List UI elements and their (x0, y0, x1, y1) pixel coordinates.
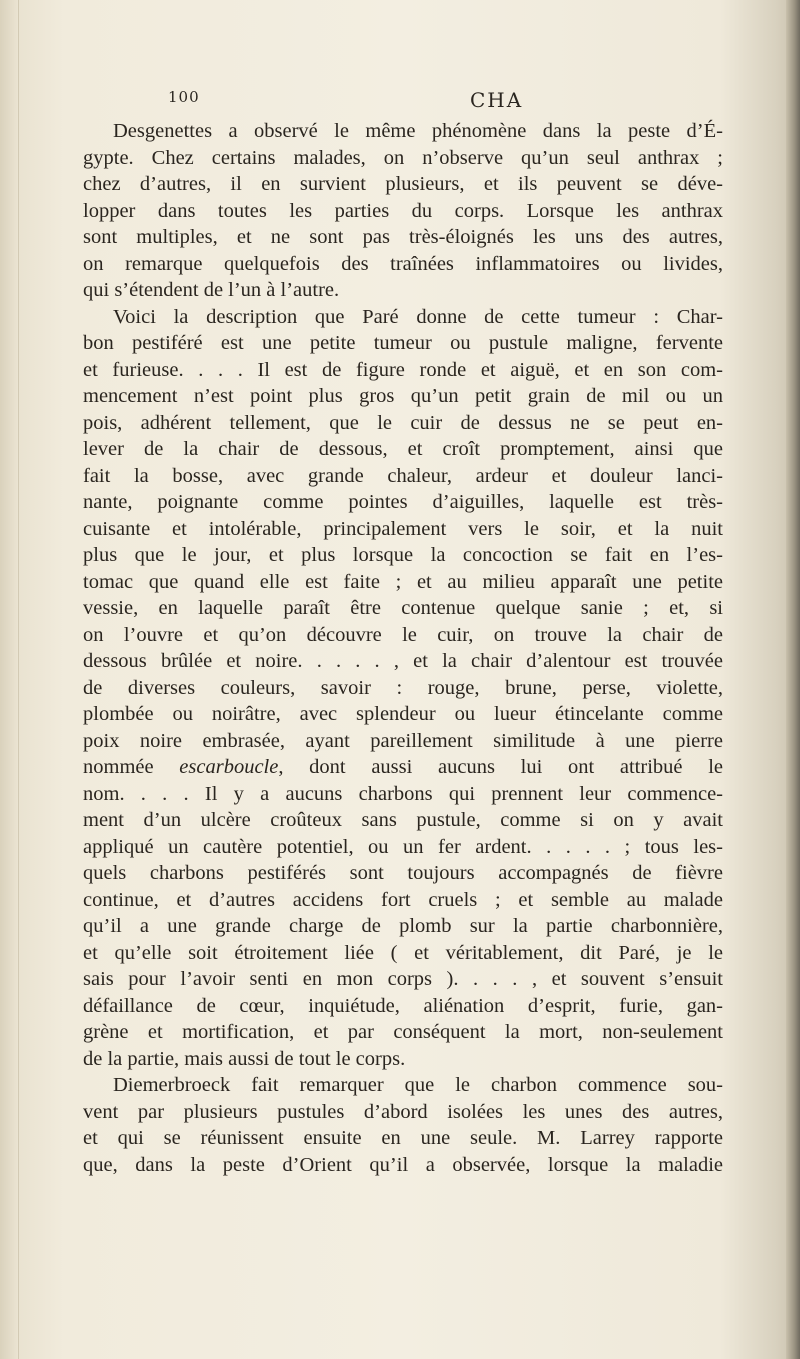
page-number: 100 (168, 88, 200, 106)
page-edge-shadow (786, 0, 800, 1359)
text-line: bon pestiféré est une petite tumeur ou pustule maligne, fervente (83, 332, 723, 354)
text-line: tomac que quand elle est faite ; et au milieu apparaît une petite (83, 570, 723, 593)
text-line: on l’ouvre et qu’on découvre le cuir, on trouve la chair de (83, 623, 723, 646)
text-line: Desgenettes a observé le même phénomène dans la peste d’É- (113, 120, 723, 142)
text-line: nante, poignante comme pointes d’aiguilles, laquelle est très- (83, 491, 723, 513)
page-gutter (0, 0, 19, 1359)
text-line: de diverses couleurs, savoir : rouge, brune, perse, violette, (83, 676, 723, 699)
text-line: et qui se réunissent ensuite en une seule. M. Larrey rapporte (83, 1127, 723, 1149)
text-line: Voici la description que Paré donne de cette tumeur : Char- (113, 305, 723, 328)
text-line: ment d’un ulcère croûteux sans pustule, comme si on y avait (83, 809, 723, 831)
text-line-escarboucle (83, 754, 723, 781)
text-line: chez d’autres, il en survient plusieurs, et ils peuvent se déve- (83, 173, 723, 195)
text-line: gypte. Chez certains malades, on n’observe qu’un seul anthrax ; (83, 146, 723, 169)
text-line: vessie, en laquelle paraît être contenue quelque sanie ; et, si (83, 597, 723, 619)
text-fragment: nommée (83, 756, 180, 778)
body-text (83, 118, 723, 1178)
running-head (168, 88, 728, 116)
text-line: et furieuse. . . . Il est de figure ronde et aiguë, et en son com- (83, 358, 723, 381)
text-line: nom. . . . Il y a aucuns charbons qui prennent leur commence- (83, 782, 723, 805)
text-line: continue, et d’autres accidens fort cruels ; et semble au malade (83, 888, 723, 911)
text-line: qui s’étendent de l’un à l’autre. (83, 279, 340, 301)
text-line: lever de la chair de dessous, et croît promptement, ainsi que (83, 438, 723, 460)
text-line: défaillance de cœur, inquiétude, aliénation d’esprit, furie, gan- (83, 994, 723, 1017)
text-line: grène et mortification, et par conséquent la mort, non-seulement (83, 1021, 723, 1043)
text-line: quels charbons pestiférés sont toujours accompagnés de fièvre (83, 862, 723, 884)
paragraph (83, 304, 723, 1073)
text-line: et qu’elle soit étroitement liée ( et véritablement, dit Paré, je le (83, 941, 723, 964)
text-line: mencement n’est point plus gros qu’un petit grain de mil ou un (83, 385, 723, 407)
text-line: pois, adhérent tellement, que le cuir de dessus ne se peut en- (83, 411, 723, 434)
header-word: CHA (470, 88, 524, 112)
text-line: appliqué un cautère potentiel, ou un fer ardent. . . . . ; tous les- (83, 835, 723, 858)
text-line: plombée ou noirâtre, avec splendeur ou lueur étincelante comme (83, 703, 723, 725)
text-line: Diemerbroeck fait remarquer que le charbon commence sou- (113, 1074, 723, 1096)
text-line: plus que le jour, et plus lorsque la concoction se fait en l’es- (83, 544, 723, 566)
text-line: on remarque quelquefois des traînées inflammatoires ou livides, (83, 252, 723, 275)
italic-term: escarboucle (179, 756, 279, 778)
text-line: qu’il a une grande charge de plomb sur la partie charbonnière, (83, 915, 723, 937)
text-line: cuisante et intolérable, principalement vers le soir, et la nuit (83, 517, 723, 540)
text-line: lopper dans toutes les parties du corps. Lorsque les anthrax (83, 199, 723, 222)
text-line: sont multiples, et ne sont pas très-éloignés les uns des autres, (83, 226, 723, 248)
text-line: sais pour l’avoir senti en mon corps ). . . . , et souvent s’ensuit (83, 968, 723, 990)
text-fragment: , dont aussi aucuns lui ont attribué le (278, 756, 723, 778)
text-line: fait la bosse, avec grande chaleur, ardeur et douleur lanci- (83, 464, 723, 487)
paragraph (83, 118, 723, 304)
text-line: que, dans la peste d’Orient qu’il a observée, lorsque la maladie (83, 1153, 723, 1176)
text-line: vent par plusieurs pustules d’abord isolées les unes des autres, (83, 1100, 723, 1123)
text-line: dessous brûlée et noire. . . . . , et la chair d’alentour est trouvée (83, 650, 723, 672)
text-line: de la partie, mais aussi de tout le corps. (83, 1047, 406, 1070)
paragraph (83, 1072, 723, 1178)
text-line: poix noire embrasée, ayant pareillement similitude à une pierre (83, 729, 723, 752)
